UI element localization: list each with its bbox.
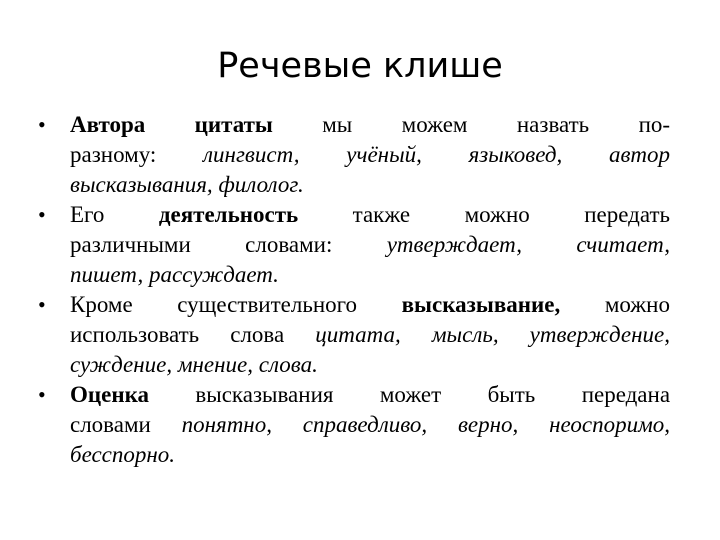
- text-line: [70, 320, 670, 350]
- word: цитата,: [315, 322, 401, 347]
- word: Кроме: [70, 292, 133, 317]
- word: также: [352, 202, 411, 227]
- word: понятно,: [181, 412, 272, 437]
- word: пишет,: [70, 262, 144, 287]
- word: можно: [464, 202, 530, 227]
- word: слова.: [258, 352, 318, 377]
- word: языковед,: [468, 142, 563, 167]
- word: суждение,: [70, 352, 173, 377]
- list-item: [38, 380, 670, 470]
- text-line: [70, 440, 670, 470]
- word: лингвист,: [203, 142, 300, 167]
- text-line: [70, 380, 670, 410]
- text-line: [70, 230, 670, 260]
- text-line: [70, 410, 670, 440]
- bullet-icon: •: [38, 292, 46, 317]
- text-line: [70, 200, 670, 230]
- word: высказывания,: [70, 172, 213, 197]
- word: различными: [70, 232, 191, 257]
- word: назвать: [516, 112, 590, 137]
- text-line: [70, 110, 670, 140]
- word: по-: [638, 112, 670, 137]
- word: автор: [608, 142, 670, 167]
- text-line: [70, 170, 670, 200]
- text-line: [70, 260, 670, 290]
- list-item: [38, 290, 670, 380]
- word: мы: [322, 112, 353, 137]
- word: цитаты: [194, 112, 273, 137]
- bullet-icon: •: [38, 202, 46, 227]
- word: высказывание,: [401, 292, 561, 317]
- text-line: [70, 140, 670, 170]
- word: высказывания: [195, 382, 334, 407]
- word: рассуждает.: [148, 262, 279, 287]
- word: можем: [401, 112, 468, 137]
- word: передать: [584, 202, 670, 227]
- word: передана: [581, 382, 670, 407]
- list-item: [38, 110, 670, 200]
- list-item: [38, 200, 670, 290]
- word: словами: [70, 412, 151, 437]
- text-line: [70, 290, 670, 320]
- bullet-list: [38, 110, 670, 470]
- word: мнение,: [177, 352, 253, 377]
- word: слова: [230, 322, 285, 347]
- word: считает,: [576, 232, 670, 257]
- word: бесспорно.: [70, 442, 176, 467]
- word: филолог.: [218, 172, 304, 197]
- word: мысль,: [431, 322, 499, 347]
- word: учёный,: [346, 142, 422, 167]
- word: неоспоримо,: [549, 412, 670, 437]
- bullet-icon: •: [38, 112, 46, 137]
- word: верно,: [457, 412, 519, 437]
- word: существительного: [177, 292, 358, 317]
- word: словами:: [245, 232, 333, 257]
- word: можно: [604, 292, 670, 317]
- word: Автора: [70, 112, 146, 137]
- text-line: [70, 350, 670, 380]
- bullet-icon: •: [38, 382, 46, 407]
- slide-title: Речевые клише: [217, 46, 503, 86]
- word: справедливо,: [302, 412, 428, 437]
- word: утверждает,: [386, 232, 523, 257]
- word: быть: [487, 382, 536, 407]
- word: может: [379, 382, 442, 407]
- word: использовать: [70, 322, 200, 347]
- word: Его: [70, 202, 105, 227]
- word: деятельность: [158, 202, 299, 227]
- word: разному:: [70, 142, 157, 167]
- word: Оценка: [70, 382, 150, 407]
- word: утверждение,: [529, 322, 670, 347]
